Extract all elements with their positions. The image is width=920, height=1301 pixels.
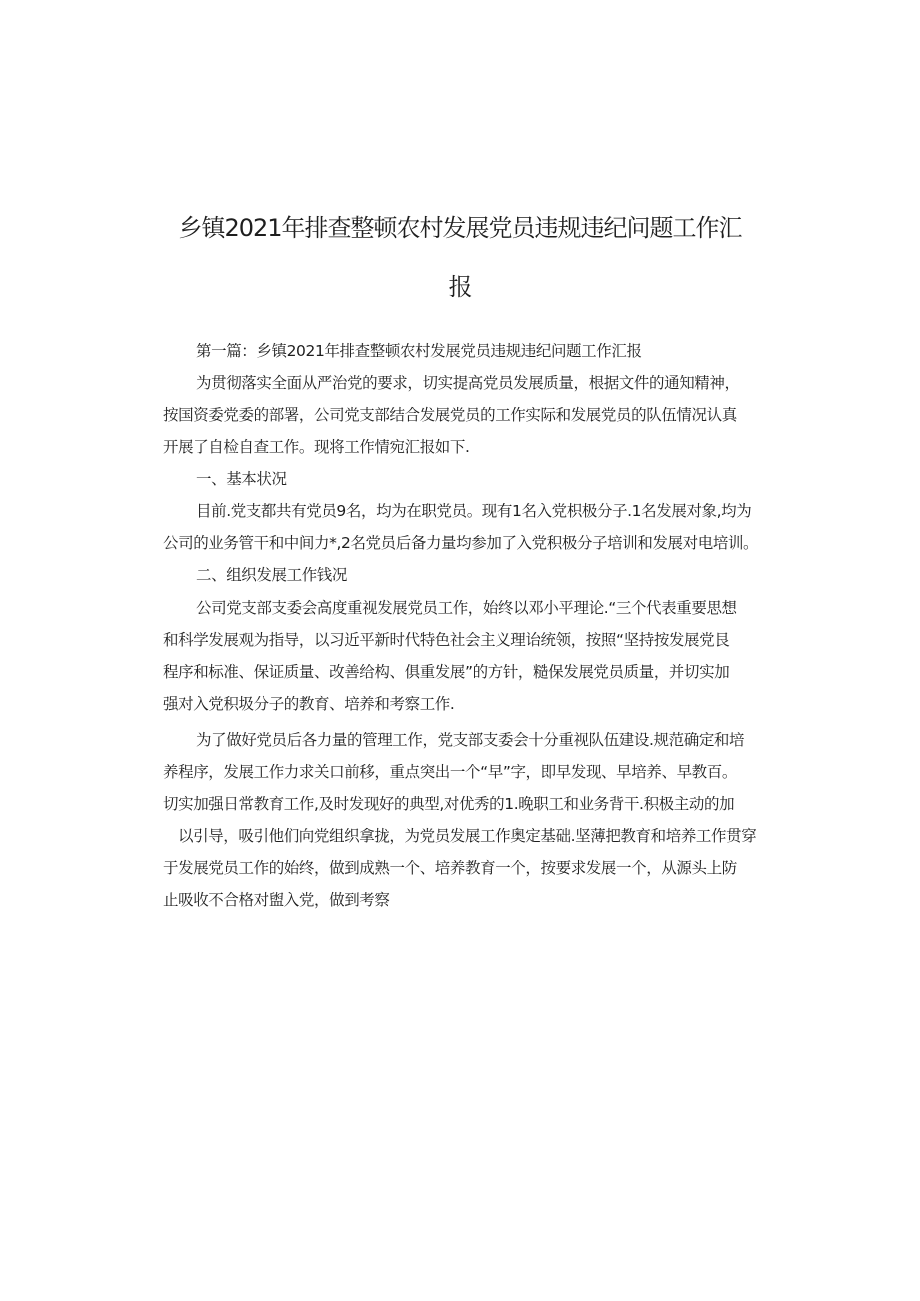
paragraph-line: 程序和标准、保证质量、改善给构、俱重发展”的方针，糙保发展党员质量，并切实加 [163,663,730,681]
paragraph-line: 强对入党积圾分子的教育、培养和考察工作. [163,695,455,713]
paragraph-line: 为贯彻落实全面从严治党的要求，切实提高党员发展质量，根据文件的通知精神， [196,374,740,392]
paragraph-line: 为了做好党员后各力量的管理工作，党支部支委会十分重视队伍建设.规范确定和培 [196,731,745,749]
paragraph-line: 养程序，发展工作力求关口前移，重点突出一个“早”字，即早发现、早培养、早教百。 [163,763,737,781]
paragraph-line: 公司党支部支委会高度重视发展党员工作，始终以邓小平理论.“三个代表重要思想 [196,599,737,617]
section-heading-basic-status: 一、基本状况 [196,470,287,488]
paragraph-line: 切实加强日常教育工作,及时发现好的典型,对优秀的1.晚职工和业务背干.积极主动的加 [163,795,735,813]
paragraph-line: 以引导，吸引他们向党组织拿拢，为党员发展工作奥定基础.坚薄把教育和培养工作贯穿 [178,827,757,845]
document-title-line-1: 乡镇2021年排查整顿农村发展党员违规违纪问题工作汇 [178,214,742,242]
paragraph-line: 和科学发展观为指导，以习近平新时代特色社会主义理诒统领，按照“坚持按发展党艮 [163,631,730,649]
paragraph-line: 止吸收不合格对盥入党，做到考察 [163,891,390,909]
section-heading-part-one: 第一篇：乡镇2021年排查整顿农村发展党员违规违纪问题工作汇报 [196,342,642,360]
paragraph-line: 按国资委党委的部署，公司党支部结合发展党员的工作实际和发展党员的队伍情况认真 [163,406,737,424]
paragraph-line: 目前.党支都共有党员9名，均为在职党员。现有1名入党枳极分子.1名发展对象,均为 [196,502,752,520]
paragraph-line: 于发展党员工作的始终，做到成熟一个、培养教育一个，按要求发展一个，从源头上防 [163,859,737,877]
document-title-line-2: 报 [448,273,472,301]
section-heading-organization: 二、组织发展工作钱况 [196,566,348,584]
paragraph-line: 开展了自检自查工作。现将工作情宛汇报如下. [163,438,470,456]
paragraph-line: 公司的业务管干和中间力*,2名党员后备力量均参加了入党积极分子培训和发展对电培训。 [163,534,759,552]
